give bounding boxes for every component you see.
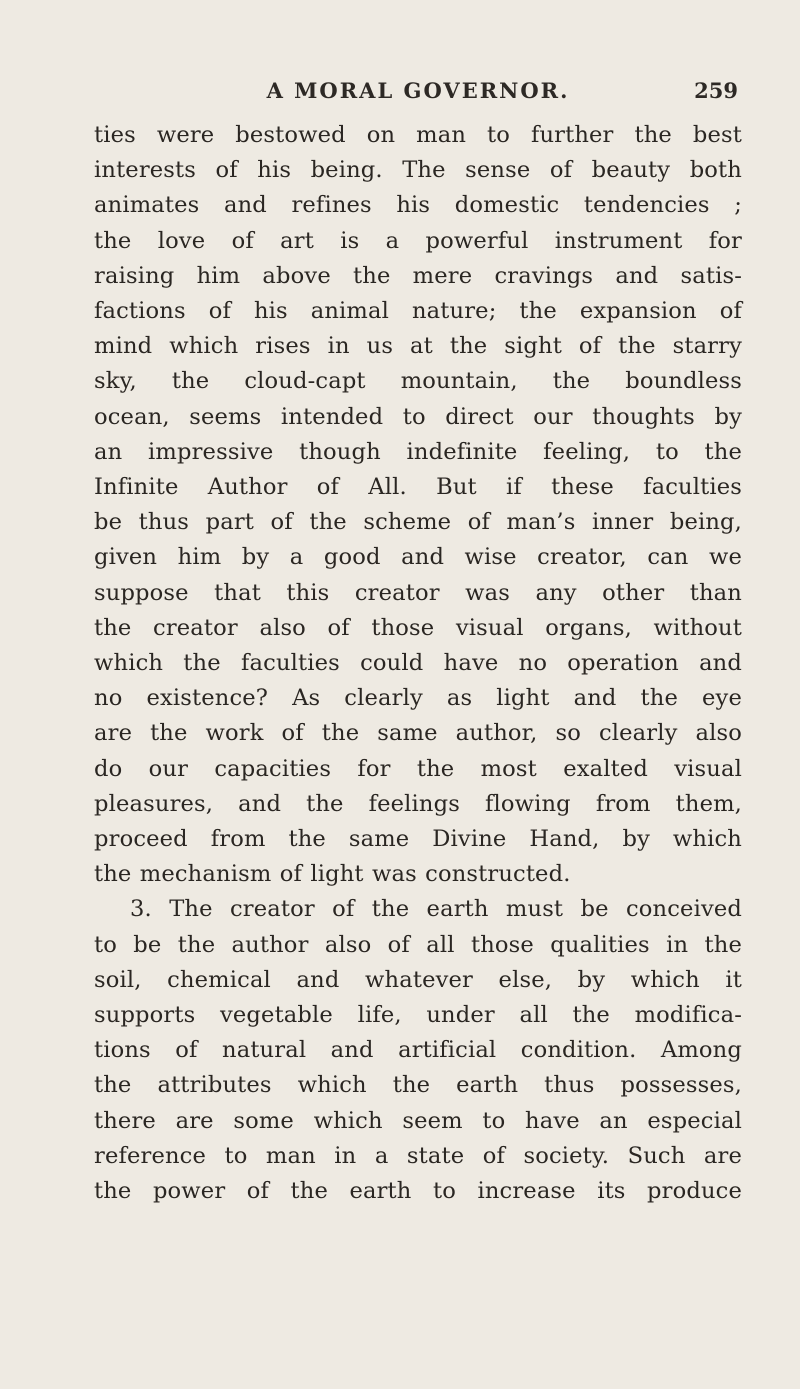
body-text [94,118,742,1209]
text-line: interests of his being. The sense of beauty both [94,157,742,184]
text-line: given him by a good and wise creator, can we [94,544,742,571]
text-line: suppose that this creator was any other than [94,579,742,606]
text-line: ties were bestowed on man to further the best [94,122,742,148]
text-line: sky, the cloud-capt mountain, the boundless [94,368,742,395]
text-line: ocean, seems intended to direct our thoughts by [94,403,742,430]
text-line: to be the author also of all those qualities in the [94,931,742,958]
text-line: are the work of the same author, so clearly also [94,720,742,747]
text-line: which the faculties could have no operation and [94,650,742,677]
text-line: the love of art is a powerful instrument for [94,227,742,254]
text-line: be thus part of the scheme of man’s inner being, [94,509,742,536]
text-line: the creator also of those visual organs, without [94,614,742,641]
text-line: tions of natural and artificial condition. Among [94,1037,742,1064]
text-line: factions of his animal nature; the expansion of [94,298,742,325]
text-line: supports vegetable life, under all the modifica- [94,1002,742,1029]
text-line: proceed from the same Divine Hand, by which [94,826,742,853]
text-line: mind which rises in us at the sight of the starry [94,333,742,360]
running-title: A MORAL GOVERNOR. [266,78,570,103]
text-line: no existence? As clearly as light and the eye [94,685,742,712]
text-line: there are some which seem to have an especial [94,1107,742,1134]
text-line: the attributes which the earth thus possesses, [94,1072,742,1099]
text-line: reference to man in a state of society. Such are [94,1142,742,1169]
text-line: pleasures, and the feelings flowing from them, [94,790,742,817]
text-line: the power of the earth to increase its produce [94,1178,742,1205]
text-line: animates and refines his domestic tendencies ; [94,192,742,219]
text-line: the mechanism of light was constructed. [94,861,571,888]
text-line: an impressive though indefinite feeling, to the [94,438,742,465]
text-line: soil, chemical and whatever else, by which it [94,966,742,993]
text-line: Infinite Author of All. But if these faculties [94,474,742,501]
page-number: 259 [694,78,738,103]
text-line: do our capacities for the most exalted visual [94,755,742,782]
paragraph-start-line: 3. The creator of the earth must be conceived [130,896,742,923]
text-line: raising him above the mere cravings and satis- [94,262,742,289]
running-header [94,78,742,110]
